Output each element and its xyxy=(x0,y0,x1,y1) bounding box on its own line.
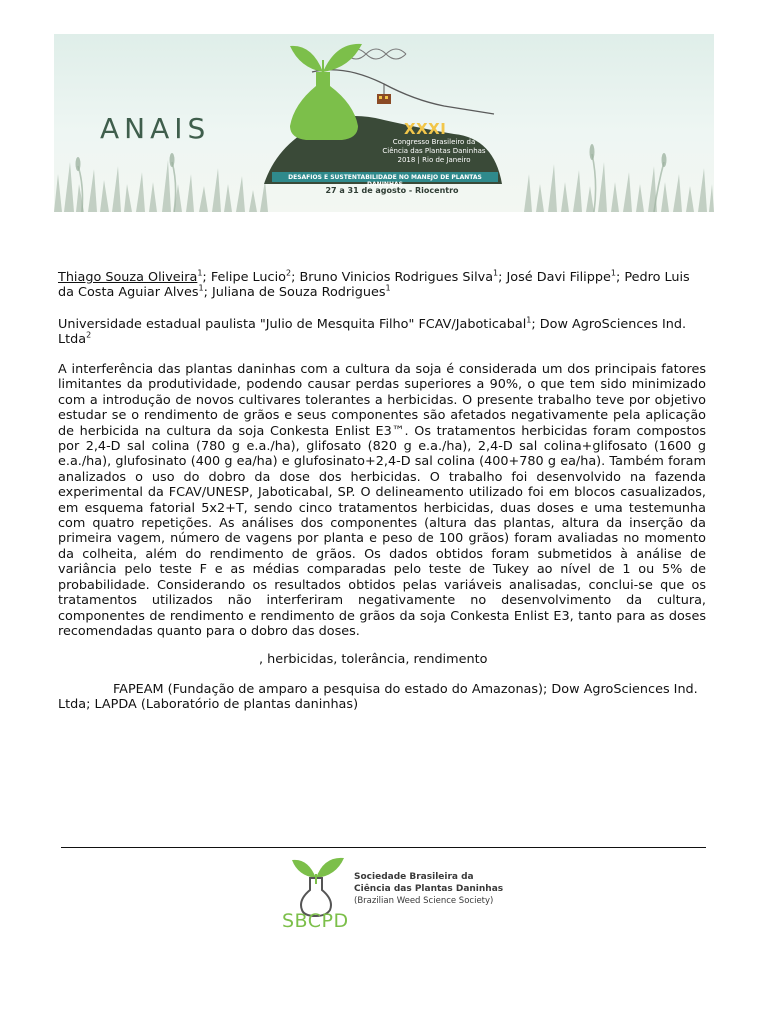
authors-block xyxy=(58,270,706,301)
author-separator: ; xyxy=(291,270,300,285)
author-name: Bruno Vinicios Rodrigues Silva xyxy=(299,270,494,285)
anais-title: ANAIS xyxy=(100,112,211,145)
author-separator: ; xyxy=(203,285,213,301)
footer-divider xyxy=(61,847,706,848)
affiliations-block xyxy=(58,317,706,348)
congress-line-2: Ciência das Plantas Daninhas xyxy=(382,147,486,155)
author-separator: ; xyxy=(202,270,211,285)
sbcpd-logo xyxy=(280,856,540,936)
theme-ribbon-text: DESAFIOS E SUSTENTABILIDADE NO MANEJO DE PLANTAS DANINHAS xyxy=(288,174,482,188)
author-affiliation-mark: 2 xyxy=(285,268,292,278)
sbcpd-logo-text: SBCPD xyxy=(282,910,349,932)
congress-line-3: 2018 | Rio de Janeiro xyxy=(397,156,471,164)
author-affiliation-mark: 1 xyxy=(197,268,203,278)
header-banner xyxy=(54,34,714,212)
author-separator: ; xyxy=(498,270,507,285)
author-name: Felipe Lucio xyxy=(210,270,286,285)
first-author: Thiago Souza Oliveira xyxy=(58,270,198,285)
funding-text: FAPEAM (Fundação de amparo a pesquisa do estado do Amazonas); Dow AgroSciences Ind. Ltda; LAPDA (Laboratório de plantas daninhas) xyxy=(58,682,698,713)
author-name: Juliana de Souza Rodrigues xyxy=(212,285,386,301)
flask-icon xyxy=(290,72,358,140)
author-affiliation-mark: 1 xyxy=(610,268,616,278)
keywords-line: , herbicidas, tolerância, rendimento xyxy=(259,652,488,667)
author-name: Pedro Luis da Costa Aguiar Alves xyxy=(58,270,690,301)
author-affiliation-mark: 1 xyxy=(385,284,391,294)
society-name-line-2: Ciência das Plantas Daninhas xyxy=(354,884,504,894)
author-separator: ; xyxy=(615,270,625,285)
abstract-text: A interferência das plantas daninhas com a cultura da soja é considerada um dos principais fatores limitantes da produtividade, podendo causar perdas superiores a 90%, o que tem sido minimizado com a introdução de novos cultivares tolerantes a herbicidas. O presente trabalho teve por objetivo estudar se o rendimento de grãos e seus componentes são afetados negativamente pela aplicação de herbicida na cultura da soja Conkesta Enlist E3™. Os tratamentos herbicidas foram compostos por 2,4-D sal colina (780 g e.a./ha), glifosato (820 g e.a./ha), 2,4-D sal colina+glifosato (1600 g e.a./ha), glufosinato (400 g ea/ha) e glufosinato+2,4-D sal colina (400+780 g ea/ha). Também foram analizados o uso do dobro da dose dos herbicidas. O trabalho foi desenvolvido na fazenda experimental da FCAV/UNESP, Jaboticabal, SP. O delineamento utilizado foi em blocos casualizados, em esquema fatorial 5x2+T, sendo cinco tratamentos herbicidas, duas doses e uma testemunha com quatro repetições. As análises dos componentes (altura das plantas, altura da inserção da primeira vagem, número de vagens por planta e peso de 100 grãos) foram avaliadas no momento da colheita, além do rendimento de grãos. Os dados obtidos foram submetidos à análise de variância pelo teste F e as médias comparadas pelo teste de Tukey ao nível de 1 ou 5% de probabilidade. Considerando os resultados obtidos pelas variáveis analisadas, conclui-se que os tratamentos utilizados não interferiram negativamente no desenvolvimento da cultura, componentes de rendimento e rendimento de grãos da soja Conkesta Enlist E3, tanto para as doses recomendadas quanto para o dobro das doses. xyxy=(58,362,706,639)
leaf-icon xyxy=(290,44,362,72)
congress-line-1: Congresso Brasileiro da xyxy=(392,138,476,146)
affiliation-separator: ; xyxy=(531,317,540,332)
author-affiliation-mark: 1 xyxy=(493,268,499,278)
affiliation-1: Universidade estadual paulista "Julio de Mesquita Filho" FCAV/Jaboticabal xyxy=(58,317,527,332)
affiliation-2: Dow AgroSciences Ind. Ltda xyxy=(58,317,687,348)
congress-edition: XXXI xyxy=(404,120,447,138)
event-dates: 27 a 31 de agosto - Riocentro xyxy=(325,186,459,195)
author-affiliation-mark: 1 xyxy=(198,284,204,294)
affiliation-mark: 1 xyxy=(526,315,532,325)
affiliation-mark: 2 xyxy=(86,331,92,341)
author-name: José Davi Filippe xyxy=(506,270,611,285)
society-name-line-1: Sociedade Brasileira da xyxy=(354,872,474,882)
society-name-line-3: (Brazilian Weed Science Society) xyxy=(354,896,494,906)
